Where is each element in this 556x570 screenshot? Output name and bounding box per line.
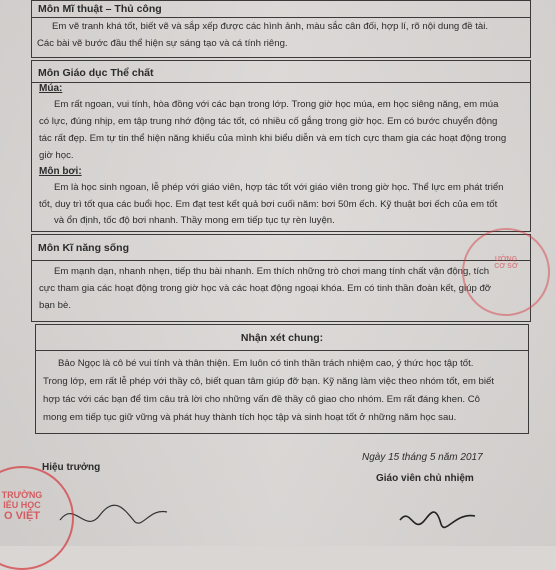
skills-line: bạn bè. xyxy=(39,300,72,311)
stamp-line: TRƯỜNG xyxy=(1,490,43,500)
art-line: Em vẽ tranh khá tốt, biết vẽ và sắp xếp được các hình ảnh, màu sắc cân đối, hợp lí, rõ nội dung đề tài. xyxy=(52,21,489,32)
general-line: hợp tác với các bạn để tìm câu trả lời cho những vấn đề thầy cô giao cho nhóm. Em rất đáng khen. Cô xyxy=(43,394,481,405)
general-title: Nhận xét chung: xyxy=(36,325,528,351)
principal-label: Hiệu trưởng xyxy=(42,462,101,473)
stamp-line: IỂU HỌC xyxy=(3,500,41,510)
dance-line: Em rất ngoan, vui tính, hòa đồng với các bạn trong lớp. Trong giờ học múa, em học siêng năng, em múa xyxy=(54,99,499,110)
school-stamp-left xyxy=(0,466,74,570)
teacher-signature xyxy=(395,492,485,542)
general-line: Trong lớp, em rất lễ phép với thầy cô, biết quan tâm giúp đỡ bạn. Kỹ năng làm việc theo nhóm tốt, em biết xyxy=(43,376,495,387)
skills-line: cực tham gia các hoạt động trong giờ học và các hoạt động ngoại khóa. Em có tinh thần đoàn kết, giúp đỡ xyxy=(39,283,492,294)
art-section xyxy=(31,0,531,58)
stamp-line: CƠ SỞ xyxy=(494,263,518,270)
art-title: Môn Mĩ thuật – Thủ công xyxy=(32,1,530,18)
stamp-line: ƯỜNG xyxy=(494,256,518,263)
dance-line: có lực, đúng nhịp, em tập trung nhớ động tác tốt, có nhiều cố gắng trong giờ học. Em có bước chuyển động xyxy=(39,116,498,127)
art-line: Các bài vẽ bước đầu thể hiện sự sáng tạo và cá tính riêng. xyxy=(37,38,288,49)
general-section xyxy=(35,324,529,434)
school-stamp-right xyxy=(462,228,550,316)
pe-title: Môn Giáo dục Thể chất xyxy=(32,61,530,83)
pe-section xyxy=(31,60,531,232)
general-line: mong em tiếp tục giữ vững và phát huy thành tích học tập và sinh hoạt tốt ở những năm học sau. xyxy=(43,412,457,423)
swim-line: và ổn định, tốc độ bơi nhanh. Thầy mong em tiếp tục tự rèn luyện. xyxy=(54,215,335,226)
general-line: Bảo Ngọc là cô bé vui tính và thân thiện. Em luôn có tinh thần trách nhiệm cao, ý thức học tập tốt. xyxy=(58,358,474,369)
swim-line: tốt, duy trì tốt qua các buổi học. Em đạt test kết quả bơi cuối năm: bơi 50m ếch. Kỹ thuật bơi ếch của em tốt xyxy=(39,199,498,210)
dance-line: tác rất đẹp. Em tự tin thể hiện năng khiếu của mình khi biểu diễn và em tích cực tham gia các hoạt động trong xyxy=(39,133,507,144)
skills-section xyxy=(31,234,531,322)
swim-label: Môn bơi: xyxy=(39,166,82,177)
stamp-line: O VIỆT xyxy=(3,510,41,522)
swim-line: Em là học sinh ngoan, lễ phép với giáo viên, hợp tác tốt với giáo viên trong giờ học. Thể lực em phát triển xyxy=(54,182,504,193)
dance-label: Múa: xyxy=(39,83,63,94)
skills-line: Em mạnh dạn, nhanh nhẹn, tiếp thu bài nhanh. Em thích những trò chơi mang tính chất vận động, tích xyxy=(54,266,490,277)
dance-line: giờ học. xyxy=(39,150,74,161)
teacher-label: Giáo viên chủ nhiệm xyxy=(376,473,474,484)
skills-title: Môn Kĩ năng sống xyxy=(32,235,530,261)
date-line: Ngày 15 tháng 5 năm 2017 xyxy=(362,452,483,463)
